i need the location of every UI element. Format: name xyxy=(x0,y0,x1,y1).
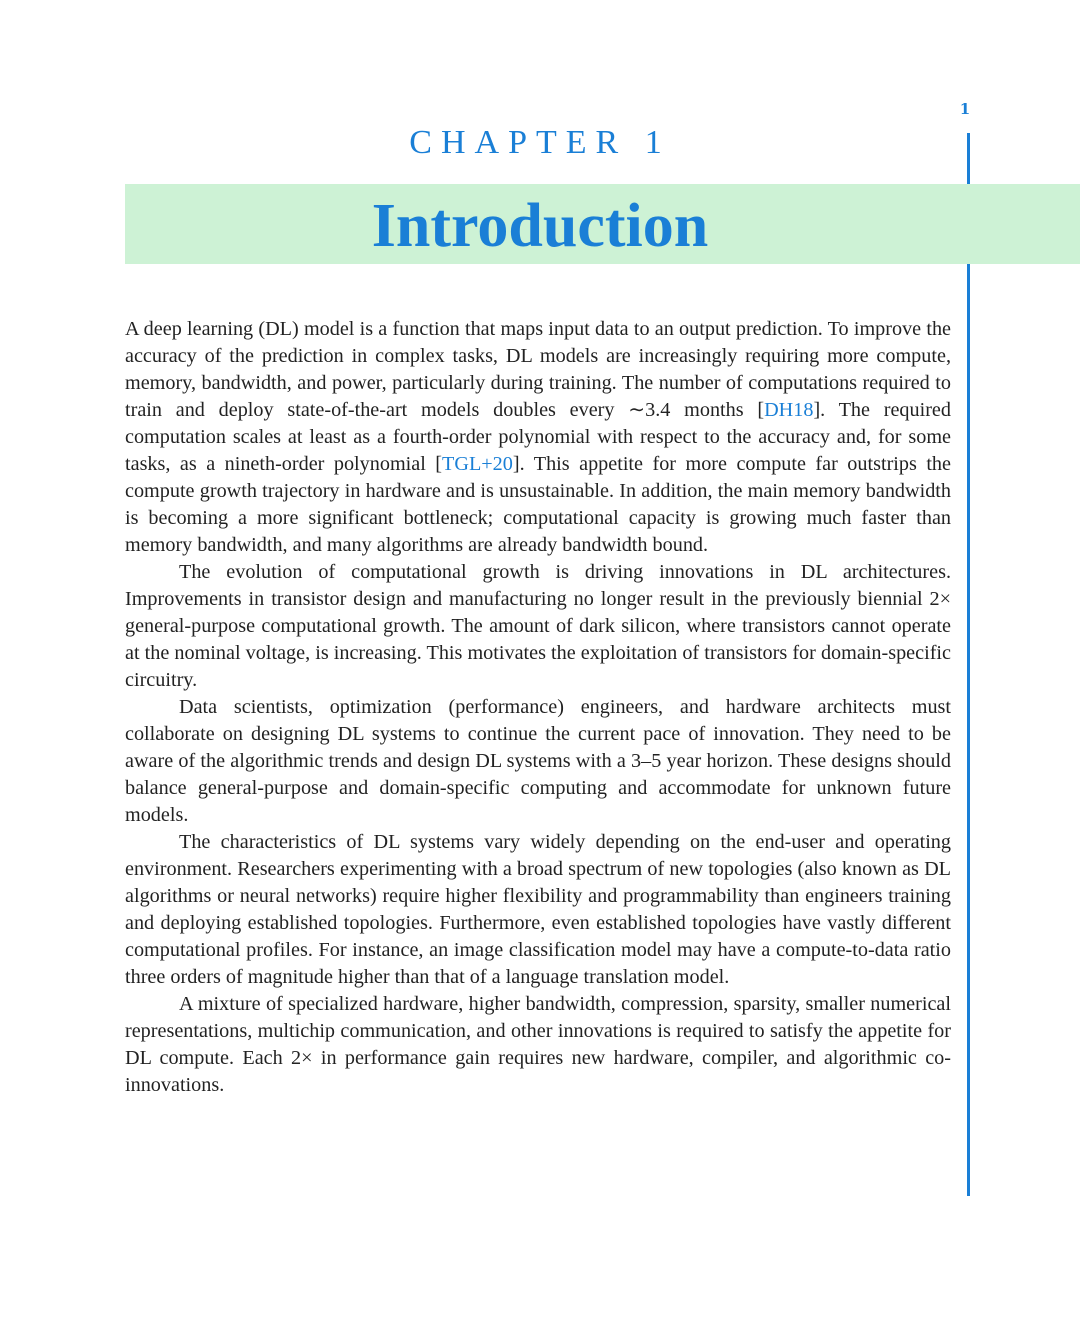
citation-link[interactable]: TGL+20 xyxy=(442,453,513,475)
paragraph-1 xyxy=(125,316,951,559)
paragraph-3: Data scientists, optimization (performance) engineers, and hardware architects must collaborate on designing DL systems to continue the current pace of innovation. They need to be aware of the algorithmic trends and design DL systems with a 3–5 year horizon. These designs should balance general-purpose and domain-specific computing and accommodate for unknown future models. xyxy=(125,696,951,826)
citation-link[interactable]: DH18 xyxy=(764,399,814,421)
paragraph-1-part-3: ]. This appetite for more compute far outstrips the compute growth trajectory in hardware and is unsustainable. In addition, the main memory bandwidth is becoming a more significant bottleneck; computational capacity is growing much faster than memory bandwidth, and many algorithms are already bandwidth bound. xyxy=(125,453,951,556)
body-text xyxy=(125,316,951,1099)
chapter-label: CHAPTER 1 xyxy=(409,124,671,161)
paragraph-1-part-1: A deep learning (DL) model is a function that maps input data to an output prediction. To improve the accuracy of the prediction in complex tasks, DL models are increasingly requiring more compute, memory, bandwidth, and power, particularly during training. The number of computations required to train and deploy state-of-the-art models doubles every ∼3.4 months [ xyxy=(125,318,951,421)
paragraph-2: The evolution of computational growth is driving innovations in DL architectures. Improvements in transistor design and manufacturing no longer result in the previously biennial 2× general-purpose computational growth. The amount of dark silicon, where transistors cannot operate at the nominal voltage, is increasing. This motivates the exploitation of transistors for domain-specific circuitry. xyxy=(125,561,951,691)
chapter-title: Introduction xyxy=(371,192,709,260)
paragraph-4: The characteristics of DL systems vary widely depending on the end-user and operating environment. Researchers experimenting with a broad spectrum of new topologies (also known as DL algorithms or neural networks) require higher flexibility and programmability than engineers training and deploying established topologies. Furthermore, even established topologies have vastly different computational profiles. For instance, an image classification model may have a compute-to-data ratio three orders of magnitude higher than that of a language translation model. xyxy=(125,831,951,988)
page-number: 1 xyxy=(959,100,971,118)
paragraph-1-part-2: ]. The required computation scales at least as a fourth-order polynomial with respect to the accuracy and, for some tasks, as a nineth-order polynomial [ xyxy=(125,399,951,475)
margin-rule xyxy=(967,264,970,1196)
paragraph-5: A mixture of specialized hardware, higher bandwidth, compression, sparsity, smaller numerical representations, multichip communication, and other innovations is required to satisfy the appetite for DL compute. Each 2× in performance gain requires new hardware, compiler, and algorithmic co-innovations. xyxy=(125,993,951,1096)
margin-rule-top xyxy=(967,133,970,184)
